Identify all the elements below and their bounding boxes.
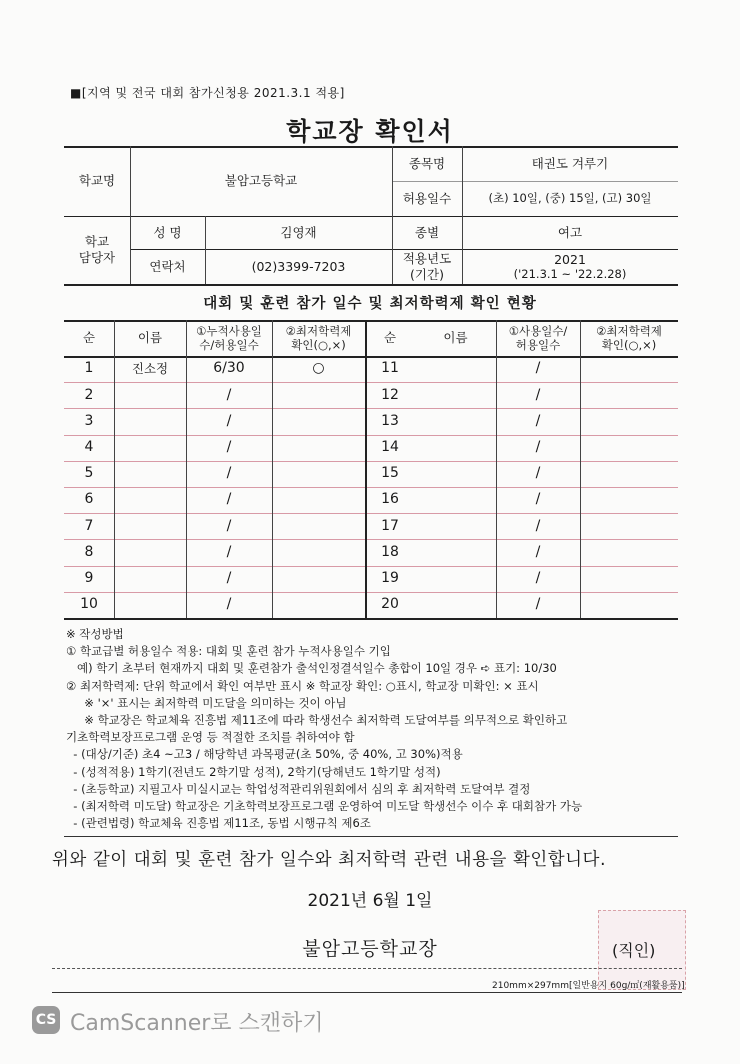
table-cell-right-name (415, 461, 496, 487)
note-line: - (관련법령) 학교체육 진흥법 제11조, 동법 시행규칙 제6조 (66, 816, 371, 831)
table-cell-right-check (580, 356, 678, 382)
table-cell-left-no: 3 (84, 412, 94, 429)
table-cell-right-days: / (535, 465, 541, 482)
table-cell-right-no: 15 (381, 465, 399, 482)
table-cell-right-name (415, 513, 496, 539)
header-note: ■[지역 및 전국 대회 참가신청용 2021.3.1 적용] (70, 86, 345, 100)
header-check-right (580, 320, 678, 356)
note-line: - (대상/기준) 초4 ~고3 / 해당학년 과목평균(초 50%, 중 40%, 고 30%)적용 (66, 747, 463, 762)
table-cell-right-check (580, 513, 678, 539)
table-cell-right-no: 11 (381, 360, 399, 377)
header-days (186, 320, 272, 356)
division-value: 여고 (557, 224, 583, 240)
table-cell-left-days: 6/30 (213, 360, 245, 377)
camscanner-logo-icon: CS (32, 1006, 60, 1034)
event-label: 종목명 (408, 155, 446, 171)
note-line: ※ '×' 표시는 최저학력 미도달을 의미하는 것이 아님 (66, 695, 347, 710)
table-cell-right-name (415, 356, 496, 382)
header-days-line1: ①누적사용일 (196, 323, 262, 338)
table-cell-right-check (580, 461, 678, 487)
section-title: 대회 및 훈련 참가 일수 및 최저학력제 확인 현황 (203, 296, 537, 312)
table-cell-left-check (272, 435, 365, 461)
principal-signature: 불암고등학교장 (302, 938, 438, 960)
school-name: 불암고등학교 (224, 173, 298, 189)
table-cell-right-name (415, 566, 496, 592)
table-cell-left-check (272, 592, 365, 618)
table-cell-left-name (114, 592, 186, 618)
info-bottom-border (64, 284, 678, 286)
table-cell-right-days: / (535, 517, 541, 534)
year-label-line2: (기간) (410, 266, 444, 282)
table-cell-right-no: 20 (381, 596, 399, 613)
table-cell-left-check (272, 566, 365, 592)
note-line: 예) 학기 초부터 현재까지 대회 및 훈련참가 출석인정결석일수 총합이 10일 경우 ➪ 표기: 10/30 (66, 661, 557, 676)
paper-spec-note: 210mm×297mm[일반용지 60g/㎡(재활용품)] (492, 981, 685, 991)
table-cell-left-no: 9 (84, 569, 94, 586)
note-line: ① 학교급별 허용일수 적용: 대회 및 훈련 참가 누적사용일수 기입 (66, 644, 391, 659)
table-cell-left-check (272, 487, 365, 513)
table-cell-right-check (580, 382, 678, 408)
confirmation-text: 위와 같이 대회 및 훈련 참가 일수와 최저학력 관련 내용을 확인합니다. (52, 850, 607, 870)
table-cell-left-check (272, 408, 365, 434)
table-cell-left-name (114, 461, 186, 487)
table-cell-right-days: / (535, 386, 541, 403)
table-cell-left-check (272, 382, 365, 408)
header-check-line1: ②최저학력제 (285, 323, 352, 338)
header-days-right-line1: ①사용일수/ (508, 323, 568, 338)
header-days-right-line2: 허용일수 (515, 338, 561, 352)
table-cell-right-no: 16 (381, 491, 399, 508)
table-cell-left-days: / (226, 517, 232, 534)
table-cell-left-no: 7 (84, 517, 94, 534)
notes-bottom-rule (64, 836, 678, 837)
allowed-days-label: 허용일수 (402, 190, 452, 206)
table-cell-right-check (580, 566, 678, 592)
staff-label-line2: 담당자 (78, 250, 116, 265)
contact-value: (02)3399-7203 (251, 258, 346, 274)
contact-label: 연락처 (149, 258, 186, 274)
table-cell-right-no: 14 (381, 438, 399, 455)
table-cell-right-name (415, 408, 496, 434)
table-cell-right-days: / (535, 412, 541, 429)
division-label: 종별 (414, 224, 440, 240)
camscanner-watermark: CamScanner로 스캔하기 (70, 1011, 324, 1036)
header-days-line2: 수/허용일수 (199, 338, 259, 352)
year-label-line1: 적용년도 (402, 250, 452, 266)
school-label: 학교명 (78, 173, 116, 189)
staff-label (64, 216, 130, 284)
note-line: - (초등학교) 지필고사 미실시교는 학업성적관리위원회에서 심의 후 최저학력 도달여부 결정 (66, 781, 531, 796)
issue-date: 2021년 6월 1일 (307, 891, 433, 911)
table-cell-left-name (114, 382, 186, 408)
header-check-line2: 확인(○,×) (291, 338, 346, 352)
header-name-right: 이름 (443, 330, 468, 346)
table-cell-left-no: 4 (84, 438, 94, 455)
table-cell-left-name (114, 539, 186, 565)
seal-label: (직인) (612, 941, 656, 960)
note-line: ※ 학교장은 학교체육 진흥법 제11조에 따라 학생선수 최저학력 도달여부를 의무적으로 확인하고 (66, 713, 568, 727)
table-cell-right-name (415, 592, 496, 618)
header-days-right (496, 320, 580, 356)
year-value-period: ('21.3.1 ~ '22.2.28) (513, 267, 627, 282)
page-bottom-rule (52, 992, 682, 993)
table-cell-right-check (580, 592, 678, 618)
table-cell-left-no: 1 (84, 360, 94, 377)
event-value: 태권도 겨루기 (531, 155, 609, 171)
table-cell-left-no: 2 (84, 386, 94, 403)
table-cell-right-check (580, 487, 678, 513)
table-cell-right-name (415, 382, 496, 408)
staff-name: 김영재 (280, 224, 317, 240)
header-name: 이름 (137, 330, 163, 346)
table-cell-right-name (415, 487, 496, 513)
header-check (272, 320, 365, 356)
table-cell-right-days: / (535, 596, 541, 613)
table-cell-right-days: / (535, 543, 541, 560)
table-cell-left-check: ○ (312, 360, 325, 377)
table-bottom-border (64, 618, 678, 620)
header-no: 순 (82, 330, 96, 346)
table-cell-right-days: / (535, 569, 541, 586)
table-cell-left-days: / (226, 412, 232, 429)
table-cell-right-no: 12 (381, 386, 399, 403)
note-line: - (성적적용) 1학기(전년도 2학기말 성적), 2학기(당해년도 1학기말 성적) (66, 764, 441, 779)
table-cell-right-name (415, 539, 496, 565)
note-line: - (최저학력 미도달) 학교장은 기초학력보장프로그램 운영하여 미도달 학생선수 이수 후 대회참가 가능 (66, 799, 583, 813)
signature-rule (52, 968, 682, 969)
table-cell-left-days: / (226, 491, 232, 508)
table-cell-right-check (580, 539, 678, 565)
table-cell-right-days: / (535, 360, 541, 377)
table-cell-left-name (114, 513, 186, 539)
table-cell-right-no: 18 (381, 543, 399, 560)
staff-label-line1: 학교 (84, 234, 110, 250)
table-cell-left-no: 8 (84, 543, 94, 560)
allowed-days-value: (초) 10일, (중) 15일, (고) 30일 (488, 191, 652, 206)
table-cell-left-days: / (226, 596, 232, 613)
header-check-right-line2: 확인(○,×) (601, 338, 657, 352)
table-cell-left-no: 10 (80, 596, 98, 613)
table-cell-right-no: 19 (381, 569, 399, 586)
table-cell-right-no: 17 (381, 517, 399, 534)
table-cell-left-name (114, 487, 186, 513)
table-cell-left-check (272, 461, 365, 487)
table-cell-right-days: / (535, 438, 541, 455)
table-cell-left-days: / (226, 543, 232, 560)
table-cell-left-no: 6 (84, 491, 94, 508)
year-label (392, 249, 462, 284)
note-line: ② 최저학력제: 단위 학교에서 확인 여부만 표시 ※ 학교장 확인: ○표시, 학교장 미확인: × 표시 (66, 678, 539, 693)
header-check-right-line1: ②최저학력제 (596, 323, 662, 338)
name-label: 성 명 (153, 224, 182, 240)
table-cell-left-days: / (226, 438, 232, 455)
header-no-right: 순 (383, 330, 397, 346)
year-value-year: 2021 (554, 251, 586, 267)
note-line: ※ 작성방법 (66, 627, 124, 641)
year-value (462, 249, 678, 284)
table-cell-left-name (114, 435, 186, 461)
table-cell-right-no: 13 (381, 412, 399, 429)
table-cell-left-days: / (226, 465, 232, 482)
table-cell-left-name: 진소정 (131, 361, 169, 377)
table-cell-left-name (114, 408, 186, 434)
document-title: 학교장 확인서 (286, 117, 454, 146)
table-cell-left-no: 5 (84, 465, 94, 482)
table-cell-right-days: / (535, 491, 541, 508)
table-cell-right-check (580, 408, 678, 434)
table-cell-right-name (415, 435, 496, 461)
table-cell-left-check (272, 513, 365, 539)
table-cell-left-check (272, 539, 365, 565)
table-cell-left-days: / (226, 386, 232, 403)
table-cell-right-check (580, 435, 678, 461)
note-line: 기초학력보장프로그램 운영 등 적절한 조치를 취하여야 함 (66, 730, 355, 745)
table-cell-left-name (114, 566, 186, 592)
table-cell-left-days: / (226, 569, 232, 586)
